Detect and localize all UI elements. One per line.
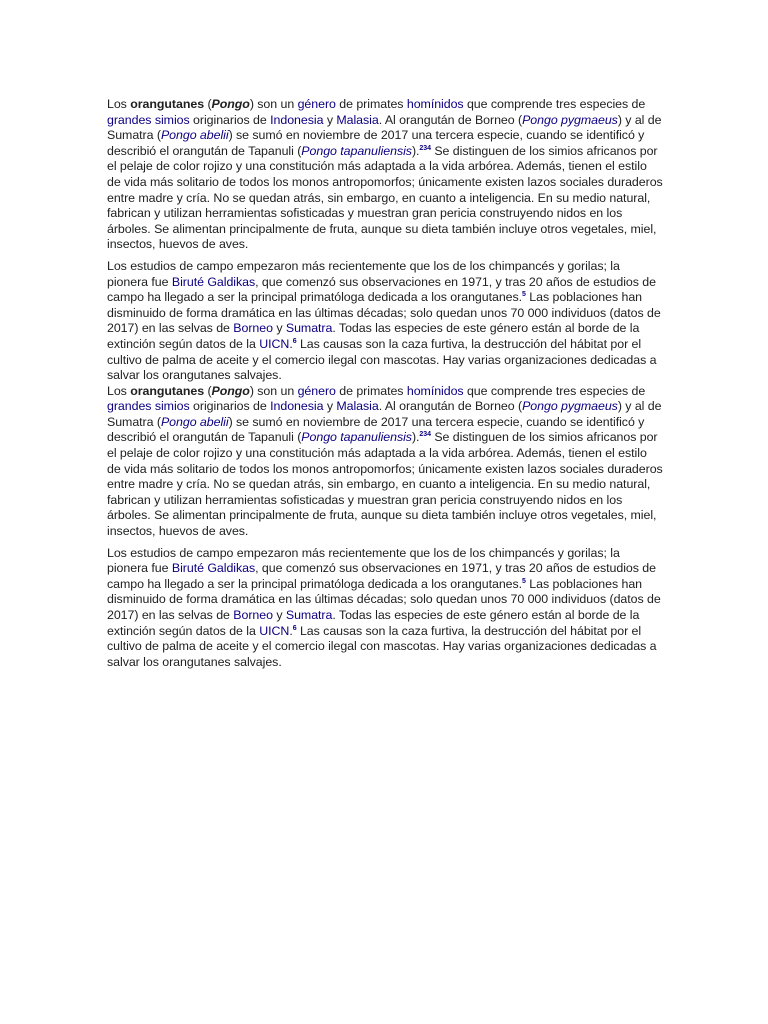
link-hominidos[interactable]: homínidos [406, 97, 464, 111]
paragraph-intro [107, 97, 663, 253]
text-run: . Todas las especies de este género están al borde de la extinción según datos de la [107, 608, 640, 638]
text-run: ). [411, 430, 420, 445]
text-run: ) se sumó en noviembre de 2017 una tercera especie, cuando se identificó y describió el orangután de Tapanuli ( [107, 128, 645, 158]
footnote-ref-5[interactable]: 5 [522, 291, 526, 298]
link-malasia[interactable]: Malasia [336, 399, 379, 414]
text-run: y [323, 399, 337, 414]
text-run: ) son un [249, 97, 298, 111]
text-run: , que comenzó sus observaciones en 1971, y tras 20 años de estudios de campo ha llegado a ser la principal primatóloga dedicada a los orangutanes. [107, 561, 656, 591]
bold-term-orangutanes: orangutanes [130, 383, 205, 398]
footnote-ref-234[interactable]: 234 [419, 431, 431, 439]
text-run: . Al orangután de Borneo ( [378, 112, 523, 127]
link-malasia[interactable]: Malasia [336, 112, 379, 127]
link-pongo-pygmaeus[interactable] [522, 113, 618, 127]
text-run: Se distinguen de los simios africanos por el pelaje de color rojizo y una constitución más adaptada a la vida arbórea. Además, tienen el estilo de vida más solitario de todos los monos antropomorfos; únicamente existen lazos sociales duraderos entre madre y cría. No se quedan atrás, sin embargo, en cuanto a inteligencia. En su medio natural, fabrican y utilizan herramientas sofisticadas y muestran gran pericia construyendo nidos en los árboles. Se alimentan principalmente de fruta, aunque su dieta también incluye otros vegetales, miel, insectos, huevos de aves. [107, 430, 663, 539]
footnote-ref-6[interactable]: 6 [292, 337, 297, 345]
link-borneo[interactable]: Borneo [233, 608, 273, 622]
text-run: que comprende tres especies de [463, 383, 646, 398]
text-run: Los [107, 97, 131, 111]
italic-species-name: Pongo abelii [160, 128, 229, 143]
bold-term-orangutanes: orangutanes [130, 97, 205, 111]
link-birute-galdikas[interactable]: Biruté Galdikas [171, 274, 256, 289]
text-run: ) y al de Sumatra ( [107, 399, 662, 429]
text-run: Los estudios de campo empezaron más recientemente que los de los chimpancés y gorilas; la pionera fue [107, 258, 620, 289]
text-run: originarios de [189, 112, 271, 127]
text-run: Las causas son la caza furtiva, la destrucción del hábitat por el cultivo de palma de aceite y el comercio ilegal con mascotas. Hay varias organizaciones dedicadas a salvar los orangutanes salvajes. [107, 336, 657, 383]
link-uicn[interactable]: UICN [259, 336, 290, 351]
text-run: ( [204, 383, 212, 398]
link-pongo-pygmaeus[interactable] [522, 399, 618, 413]
bold-italic-pongo: Pongo [211, 383, 250, 398]
link-uicn[interactable]: UICN [259, 623, 290, 638]
text-run: Los estudios de campo empezaron más recientemente que los de los chimpancés y gorilas; la pionera fue [107, 545, 620, 576]
link-sumatra[interactable]: Sumatra [285, 321, 333, 336]
text-run: ) y al de Sumatra ( [107, 112, 662, 143]
text-run: . [289, 336, 293, 351]
paragraph-field-studies [107, 546, 663, 671]
link-pongo-tapanuliensis[interactable] [301, 144, 412, 158]
text-run: ( [204, 97, 212, 111]
text-run: ) se sumó en noviembre de 2017 una tercera especie, cuando se identificó y describió el orangután de Tapanuli ( [107, 414, 645, 445]
link-indonesia[interactable]: Indonesia [270, 112, 324, 127]
text-run: Los [107, 383, 131, 398]
text-run: originarios de [189, 399, 271, 414]
text-run: . Al orangután de Borneo ( [378, 399, 523, 414]
italic-species-name: Pongo tapanuliensis [301, 430, 412, 445]
footnote-ref-234[interactable]: 234 [419, 144, 431, 152]
document-page [107, 97, 663, 670]
link-hominidos[interactable]: homínidos [406, 383, 464, 398]
text-run: Las poblaciones han disminuido de forma dramática en las últimas décadas; solo quedan unos 70 000 individuos (datos de 2017) en las selvas de [107, 576, 661, 622]
text-run: Se distinguen de los simios africanos por el pelaje de color rojizo y una constitución más adaptada a la vida arbórea. Además, tienen el estilo de vida más solitario de todos los monos antropomorfos; únicamente existen lazos sociales duraderos entre madre y cría. No se quedan atrás, sin embargo, en cuanto a inteligencia. En su medio natural, fabrican y utilizan herramientas sofisticadas y muestran gran pericia construyendo nidos en los árboles. Se alimentan principalmente de fruta, aunque su dieta también incluye otros vegetales, miel, insectos, huevos de aves. [107, 143, 663, 252]
italic-species-name: Pongo abelii [160, 414, 229, 429]
paragraph-field-studies [107, 259, 663, 384]
link-genero[interactable]: género [297, 97, 336, 111]
text-run: y [272, 608, 286, 622]
link-grandes-simios[interactable]: grandes simios [107, 112, 190, 127]
text-run: de primates [335, 383, 407, 398]
text-run: y [323, 112, 337, 127]
footnote-ref-6[interactable]: 6 [292, 624, 297, 632]
text-run: Las poblaciones han disminuido de forma dramática en las últimas décadas; solo quedan unos 70 000 individuos (datos de 2017) en las selvas de [107, 290, 661, 336]
text-run: ). [411, 143, 420, 158]
link-grandes-simios[interactable]: grandes simios [107, 399, 190, 414]
link-pongo-abelii[interactable] [161, 415, 229, 429]
link-pongo-abelii[interactable] [161, 128, 229, 142]
paragraph-intro [107, 384, 663, 540]
italic-species-name: Pongo pygmaeus [522, 112, 618, 127]
text-run: ) son un [249, 383, 298, 398]
italic-species-name: Pongo pygmaeus [522, 399, 618, 414]
text-run: , que comenzó sus observaciones en 1971, y tras 20 años de estudios de campo ha llegado a ser la principal primatóloga dedicada a los orangutanes. [107, 274, 656, 305]
bold-italic-pongo: Pongo [211, 97, 250, 111]
text-run: Las causas son la caza furtiva, la destrucción del hábitat por el cultivo de palma de aceite y el comercio ilegal con mascotas. Hay varias organizaciones dedicadas a salvar los orangutanes salvajes. [107, 623, 657, 669]
text-run: . Todas las especies de este género están al borde de la extinción según datos de la [107, 321, 640, 351]
italic-species-name: Pongo tapanuliensis [301, 143, 412, 158]
text-run: y [272, 321, 286, 336]
text-run: de primates [335, 97, 407, 111]
link-genero[interactable]: género [297, 383, 336, 398]
footnote-ref-5[interactable]: 5 [522, 577, 526, 585]
text-run: . [289, 623, 293, 638]
link-pongo-tapanuliensis[interactable] [301, 430, 412, 444]
text-run: que comprende tres especies de [463, 97, 646, 111]
link-indonesia[interactable]: Indonesia [270, 399, 324, 414]
link-birute-galdikas[interactable]: Biruté Galdikas [171, 561, 256, 576]
link-borneo[interactable]: Borneo [233, 321, 273, 336]
link-sumatra[interactable]: Sumatra [285, 608, 333, 622]
